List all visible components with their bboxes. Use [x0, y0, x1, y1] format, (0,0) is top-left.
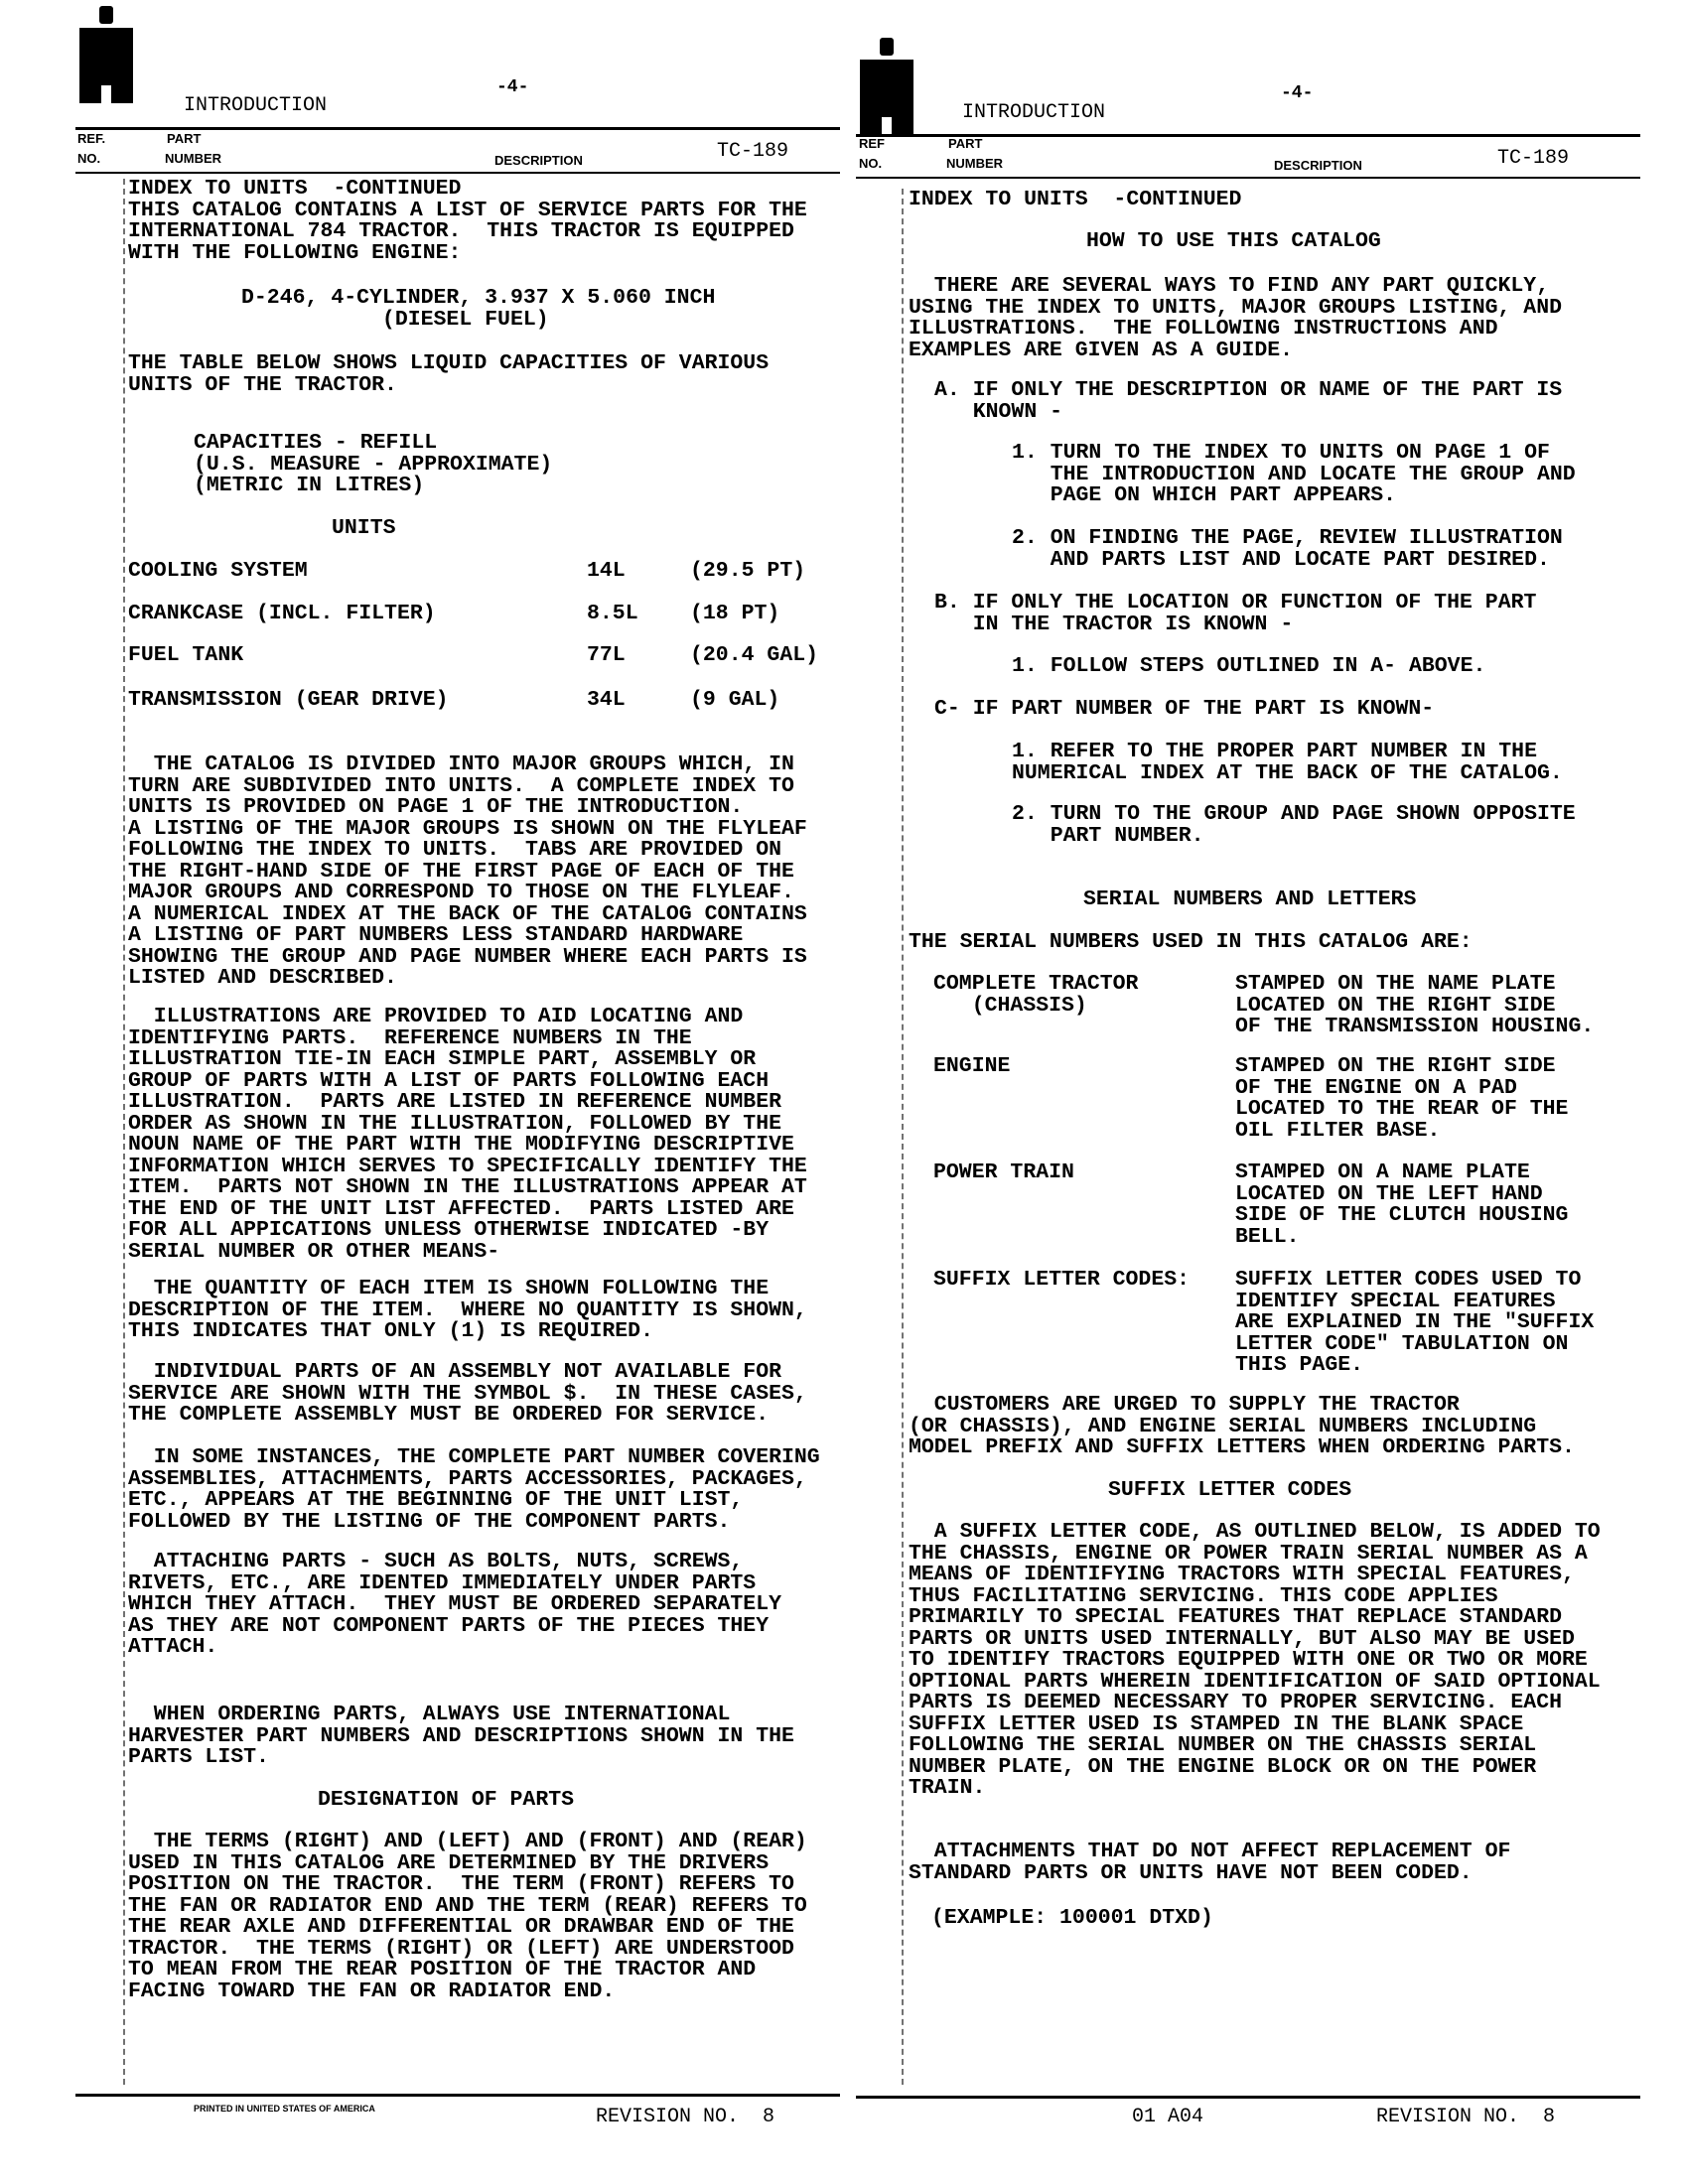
- instruction-c-2: 2. TURN TO THE GROUP AND PAGE SHOWN OPPOSITE PART NUMBER.: [1012, 802, 1576, 848]
- catalog-paragraph: THE CATALOG IS DIVIDED INTO MAJOR GROUPS WHICH, IN TURN ARE SUBDIVIDED INTO UNITS. A COMPLETE INDEX TO UNITS IS PROVIDED ON PAGE 1 OF THE INTRODUCTION. A LISTING OF THE MAJOR GROUPS IS SHOWN ON THE FLYLEAF FOLLOWING THE INDEX TO UNITS. TABS ARE PROVIDED ON THE RIGHT-HAND SIDE OF THE FIRST PAGE OF EACH OF THE MAJOR GROUPS AND CORRESPOND TO THOSE ON THE FLYLEAF. A NUMERICAL INDEX AT THE BACK OF THE CATALOG CONTAINS A LISTING OF PART NUMBERS LESS STANDARD HARDWARE SHOWING THE GROUP AND PAGE NUMBER WHERE EACH PARTS IS LISTED AND DESCRIBED.: [128, 752, 807, 990]
- page-number: -4-: [1281, 83, 1314, 103]
- serial-label: COMPLETE TRACTOR (CHASSIS): [933, 972, 1139, 1018]
- margin-marks: [902, 189, 904, 2085]
- instruction-c-1: 1. REFER TO THE PROPER PART NUMBER IN THE NUMERICAL INDEX AT THE BACK OF THE CATALOG.: [1012, 740, 1563, 785]
- instruction-a-2: 2. ON FINDING THE PAGE, REVIEW ILLUSTRATION AND PARTS LIST AND LOCATE PART DESIRED.: [1012, 526, 1563, 572]
- serial-description: SUFFIX LETTER CODES USED TO IDENTIFY SPECIAL FEATURES ARE EXPLAINED IN THE "SUFFIX LETTER CODE" TABULATION ON THIS PAGE.: [1235, 1268, 1595, 1377]
- us-value: (29.5 PT): [690, 559, 806, 583]
- table-intro: THE TABLE BELOW SHOWS LIQUID CAPACITIES OF VARIOUS UNITS OF THE TRACTOR.: [128, 351, 770, 397]
- ways-paragraph: THERE ARE SEVERAL WAYS TO FIND ANY PART QUICKLY, USING THE INDEX TO UNITS, MAJOR GROUPS LISTING, AND ILLUSTRATIONS. THE FOLLOWING INSTRUCTIONS AND EXAMPLES ARE GIVEN AS A GUIDE.: [909, 274, 1563, 362]
- serial-label: POWER TRAIN: [933, 1160, 1074, 1184]
- illustrations-paragraph: ILLUSTRATIONS ARE PROVIDED TO AID LOCATING AND IDENTIFYING PARTS. REFERENCE NUMBERS IN THE ILLUSTRATION TIE-IN EACH SIMPLE PART, ASSEMBLY OR GROUP OF PARTS WITH A LIST OF PARTS FOLLOWING EACH ILLUSTRATION. PARTS ARE LISTED IN REFERENCE NUMBER ORDER AS SHOWN IN THE ILLUSTRATION, FOLLOWED BY THE NOUN NAME OF THE PART WITH THE MODIFYING DESCRIPTIVE INFORMATION WHICH SERVES TO SPECIFICALLY IDENTIFY THE ITEM. PARTS NOT SHOWN IN THE ILLUSTRATIONS APPEAR AT THE END OF THE UNIT LIST AFFECTED. PARTS LISTED ARE FOR ALL APPICATIONS UNLESS OTHERWISE INDICATED -BY SERIAL NUMBER OR OTHER MEANS-: [128, 1005, 807, 1264]
- individual-parts-paragraph: INDIVIDUAL PARTS OF AN ASSEMBLY NOT AVAILABLE FOR SERVICE ARE SHOWN WITH THE SYMBOL $. IN THESE CASES, THE COMPLETE ASSEMBLY MUST BE ORDERED FOR SERVICE.: [128, 1360, 807, 1427]
- footer-rule: [856, 2096, 1640, 2099]
- us-value: (20.4 GAL): [690, 643, 819, 667]
- serial-description: STAMPED ON THE NAME PLATE LOCATED ON THE RIGHT SIDE OF THE TRANSMISSION HOUSING.: [1235, 972, 1595, 1038]
- quantity-paragraph: THE QUANTITY OF EACH ITEM IS SHOWN FOLLOWING THE DESCRIPTION OF THE ITEM. WHERE NO QUANTITY IS SHOWN, THIS INDICATES THAT ONLY (1) IS REQUIRED.: [128, 1277, 807, 1343]
- instruction-a-1: 1. TURN TO THE INDEX TO UNITS ON PAGE 1 OF THE INTRODUCTION AND LOCATE THE GROUP AND PAGE ON WHICH PART APPEARS.: [1012, 441, 1576, 507]
- units-heading: UNITS: [332, 516, 396, 540]
- intro-paragraph: INDEX TO UNITS -CONTINUED THIS CATALOG CONTAINS A LIST OF SERVICE PARTS FOR THE INTERNATIONAL 784 TRACTOR. THIS TRACTOR IS EQUIPPED WITH THE FOLLOWING ENGINE:: [128, 177, 807, 265]
- index-heading: INDEX TO UNITS -CONTINUED: [909, 188, 1242, 211]
- instruction-a: A. IF ONLY THE DESCRIPTION OR NAME OF THE PART IS KNOWN -: [934, 378, 1563, 424]
- col-description: DESCRIPTION: [1274, 158, 1362, 173]
- header-rule-bottom: [856, 177, 1640, 179]
- metric-value: 34L: [587, 688, 626, 712]
- serial-heading: SERIAL NUMBERS AND LETTERS: [1083, 887, 1417, 911]
- col-part: PART: [948, 136, 983, 151]
- instruction-b: B. IF ONLY THE LOCATION OR FUNCTION OF THE PART IN THE TRACTOR IS KNOWN -: [934, 591, 1537, 636]
- example-code: (EXAMPLE: 100001 DTXD): [931, 1906, 1213, 1930]
- revision-number: REVISION NO. 8: [1376, 2106, 1556, 2128]
- catalog-code: TC-189: [717, 140, 789, 163]
- header-rule-bottom: [75, 172, 840, 174]
- ih-logo: [79, 6, 135, 105]
- footer-code: 01 A04: [1132, 2106, 1204, 2128]
- serial-description: STAMPED ON THE RIGHT SIDE OF THE ENGINE ON A PAD LOCATED TO THE REAR OF THE OIL FILTER BASE.: [1235, 1054, 1569, 1143]
- metric-value: 8.5L: [587, 602, 638, 625]
- metric-value: 14L: [587, 559, 626, 583]
- ordering-paragraph: WHEN ORDERING PARTS, ALWAYS USE INTERNATIONAL HARVESTER PART NUMBERS AND DESCRIPTIONS SHOWN IN THE PARTS LIST.: [128, 1703, 794, 1769]
- section-title: INTRODUCTION: [962, 101, 1106, 124]
- col-number: NUMBER: [165, 151, 222, 166]
- printed-in-usa: PRINTED IN UNITED STATES OF AMERICA: [194, 2104, 375, 2114]
- engine-spec: D-246, 4-CYLINDER, 3.937 X 5.060 INCH (DIESEL FUEL): [241, 286, 716, 332]
- page-number: -4-: [496, 77, 529, 97]
- attaching-parts-paragraph: ATTACHING PARTS - SUCH AS BOLTS, NUTS, SCREWS, RIVETS, ETC., ARE IDENTED IMMEDIATELY UNDER PARTS WHICH THEY ATTACH. THEY MUST BE ORDERED SEPARATELY AS THEY ARE NOT COMPONENT PARTS OF THE PIECES THEY ATTACH.: [128, 1550, 782, 1659]
- margin-marks: [123, 179, 125, 2085]
- instruction-c: C- IF PART NUMBER OF THE PART IS KNOWN-: [934, 697, 1435, 721]
- col-no: NO.: [859, 156, 883, 171]
- catalog-code: TC-189: [1497, 147, 1570, 170]
- metric-value: 77L: [587, 643, 626, 667]
- col-ref: REF.: [77, 131, 106, 146]
- header-rule: [75, 127, 840, 130]
- instances-paragraph: IN SOME INSTANCES, THE COMPLETE PART NUMBER COVERING ASSEMBLIES, ATTACHMENTS, PARTS ACCESSORIES, PACKAGES, ETC., APPEARS AT THE BEGINNING OF THE UNIT LIST, FOLLOWED BY THE LISTING OF THE COMPONENT PARTS.: [128, 1445, 820, 1534]
- col-ref: REF: [859, 136, 885, 151]
- designation-heading: DESIGNATION OF PARTS: [318, 1788, 575, 1812]
- us-value: (18 PT): [690, 602, 780, 625]
- unit-name: COOLING SYSTEM: [128, 559, 308, 583]
- serial-label: SUFFIX LETTER CODES:: [933, 1268, 1191, 1292]
- capacities-heading: CAPACITIES - REFILL (U.S. MEASURE - APPROXIMATE) (METRIC IN LITRES): [194, 431, 553, 497]
- ih-logo: [860, 38, 915, 137]
- us-value: (9 GAL): [690, 688, 780, 712]
- how-to-use-heading: HOW TO USE THIS CATALOG: [1086, 229, 1381, 253]
- instruction-b-1: 1. FOLLOW STEPS OUTLINED IN A- ABOVE.: [1012, 654, 1486, 678]
- col-part: PART: [167, 131, 202, 146]
- section-title: INTRODUCTION: [184, 94, 328, 117]
- customers-paragraph: CUSTOMERS ARE URGED TO SUPPLY THE TRACTOR (OR CHASSIS), AND ENGINE SERIAL NUMBERS INCLUDING MODEL PREFIX AND SUFFIX LETTERS WHEN ORDERING PARTS.: [909, 1393, 1575, 1459]
- serial-intro: THE SERIAL NUMBERS USED IN THIS CATALOG ARE:: [909, 930, 1473, 954]
- col-number: NUMBER: [946, 156, 1004, 171]
- terms-paragraph: THE TERMS (RIGHT) AND (LEFT) AND (FRONT) AND (REAR) USED IN THIS CATALOG ARE DETERMINED BY THE DRIVERS POSITION ON THE TRACTOR. THE TERM (FRONT) REFERS TO THE FAN OR RADIATOR END AND THE TERM (REAR) REFERS TO THE REAR AXLE AND DIFFERENTIAL OR DRAWBAR END OF THE TRACTOR. THE TERMS (RIGHT) OR (LEFT) ARE UNDERSTOOD TO MEAN FROM THE REAR POSITION OF THE TRACTOR AND FACING TOWARD THE FAN OR RADIATOR END.: [128, 1830, 807, 2003]
- unit-name: CRANKCASE (INCL. FILTER): [128, 602, 436, 625]
- serial-description: STAMPED ON A NAME PLATE LOCATED ON THE LEFT HAND SIDE OF THE CLUTCH HOUSING BELL.: [1235, 1160, 1569, 1249]
- suffix-heading: SUFFIX LETTER CODES: [1108, 1478, 1352, 1502]
- suffix-paragraph: A SUFFIX LETTER CODE, AS OUTLINED BELOW, IS ADDED TO THE CHASSIS, ENGINE OR POWER TRAIN SERIAL NUMBER AS A MEANS OF IDENTIFYING TRACTORS WITH SPECIAL FEATURES, THUS FACILITATING SERVICING. THIS CODE APPLIES PRIMARILY TO SPECIAL FEATURES THAT REPLACE STANDARD PARTS OR UNITS USED INTERNALLY, BUT ALSO MAY BE USED TO IDENTIFY TRACTORS EQUIPPED WITH ONE OR TWO OR MORE OPTIONAL PARTS WHEREIN IDENTIFICATION OF SAID OPTIONAL PARTS IS DEEMED NECESSARY TO PROPER SERVICING. EACH SUFFIX LETTER USED IS STAMPED IN THE BLANK SPACE FOLLOWING THE SERIAL NUMBER ON THE CHASSIS SERIAL NUMBER PLATE, ON THE ENGINE BLOCK OR ON THE POWER TRAIN.: [909, 1520, 1601, 1800]
- col-no: NO.: [77, 151, 101, 166]
- serial-label: ENGINE: [933, 1054, 1011, 1078]
- unit-name: TRANSMISSION (GEAR DRIVE): [128, 688, 449, 712]
- col-description: DESCRIPTION: [494, 153, 583, 168]
- attachments-paragraph: ATTACHMENTS THAT DO NOT AFFECT REPLACEMENT OF STANDARD PARTS OR UNITS HAVE NOT BEEN CODED.: [909, 1840, 1511, 1885]
- revision-number: REVISION NO. 8: [596, 2106, 775, 2128]
- footer-rule: [75, 2094, 840, 2097]
- unit-name: FUEL TANK: [128, 643, 244, 667]
